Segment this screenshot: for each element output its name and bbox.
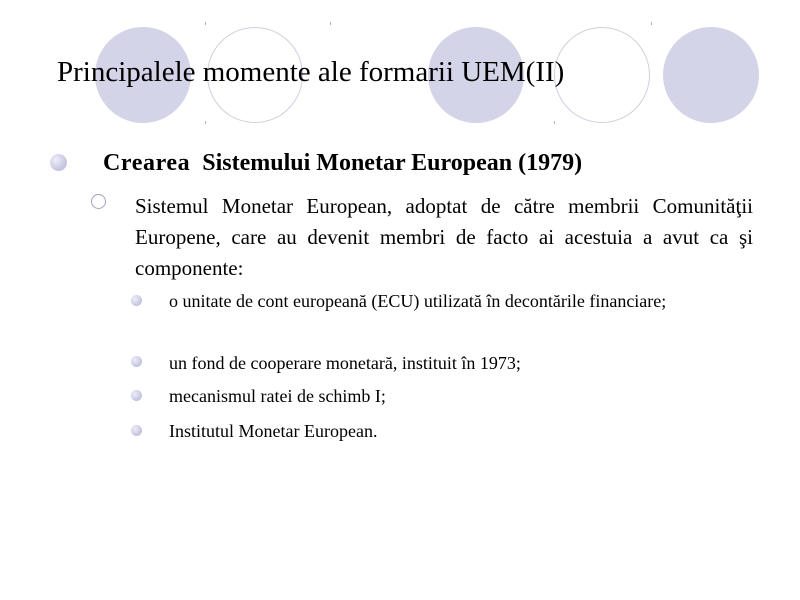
bullet-dot-icon: [131, 295, 142, 306]
decor-tick: [554, 121, 555, 124]
slide-title: Principalele momente ale formarii UEM(II): [57, 56, 565, 88]
decor-circle-4: [554, 27, 650, 123]
bullet-dot-icon: [131, 425, 142, 436]
list-item: o unitate de cont europeană (ECU) utilizată în decontările financiare;: [169, 291, 667, 311]
decor-tick: [205, 121, 206, 124]
decor-circle-5: [663, 27, 759, 123]
bullet-dot-icon: [131, 390, 142, 401]
decor-tick: [651, 22, 652, 25]
heading-part1: Crearea: [103, 150, 191, 176]
heading-item: [103, 150, 582, 177]
list-item: Institutul Monetar European.: [169, 421, 378, 441]
decor-tick: [205, 22, 206, 25]
paragraph: Sistemul Monetar European, adoptat de către membrii Comunităţii Europene, care au devenit membri de facto ai acestuia a avut ca şi componente:: [135, 194, 753, 280]
bullet-ring-icon: [91, 194, 106, 209]
bullet-dot-icon: [131, 356, 142, 367]
bullet-dot-icon: [50, 154, 67, 171]
heading-part2: Sistemului Monetar European (1979): [202, 150, 583, 176]
list-item: un fond de cooperare monetară, instituit în 1973;: [169, 353, 521, 373]
list-item: mecanismul ratei de schimb I;: [169, 386, 386, 406]
decor-tick: [330, 22, 331, 25]
